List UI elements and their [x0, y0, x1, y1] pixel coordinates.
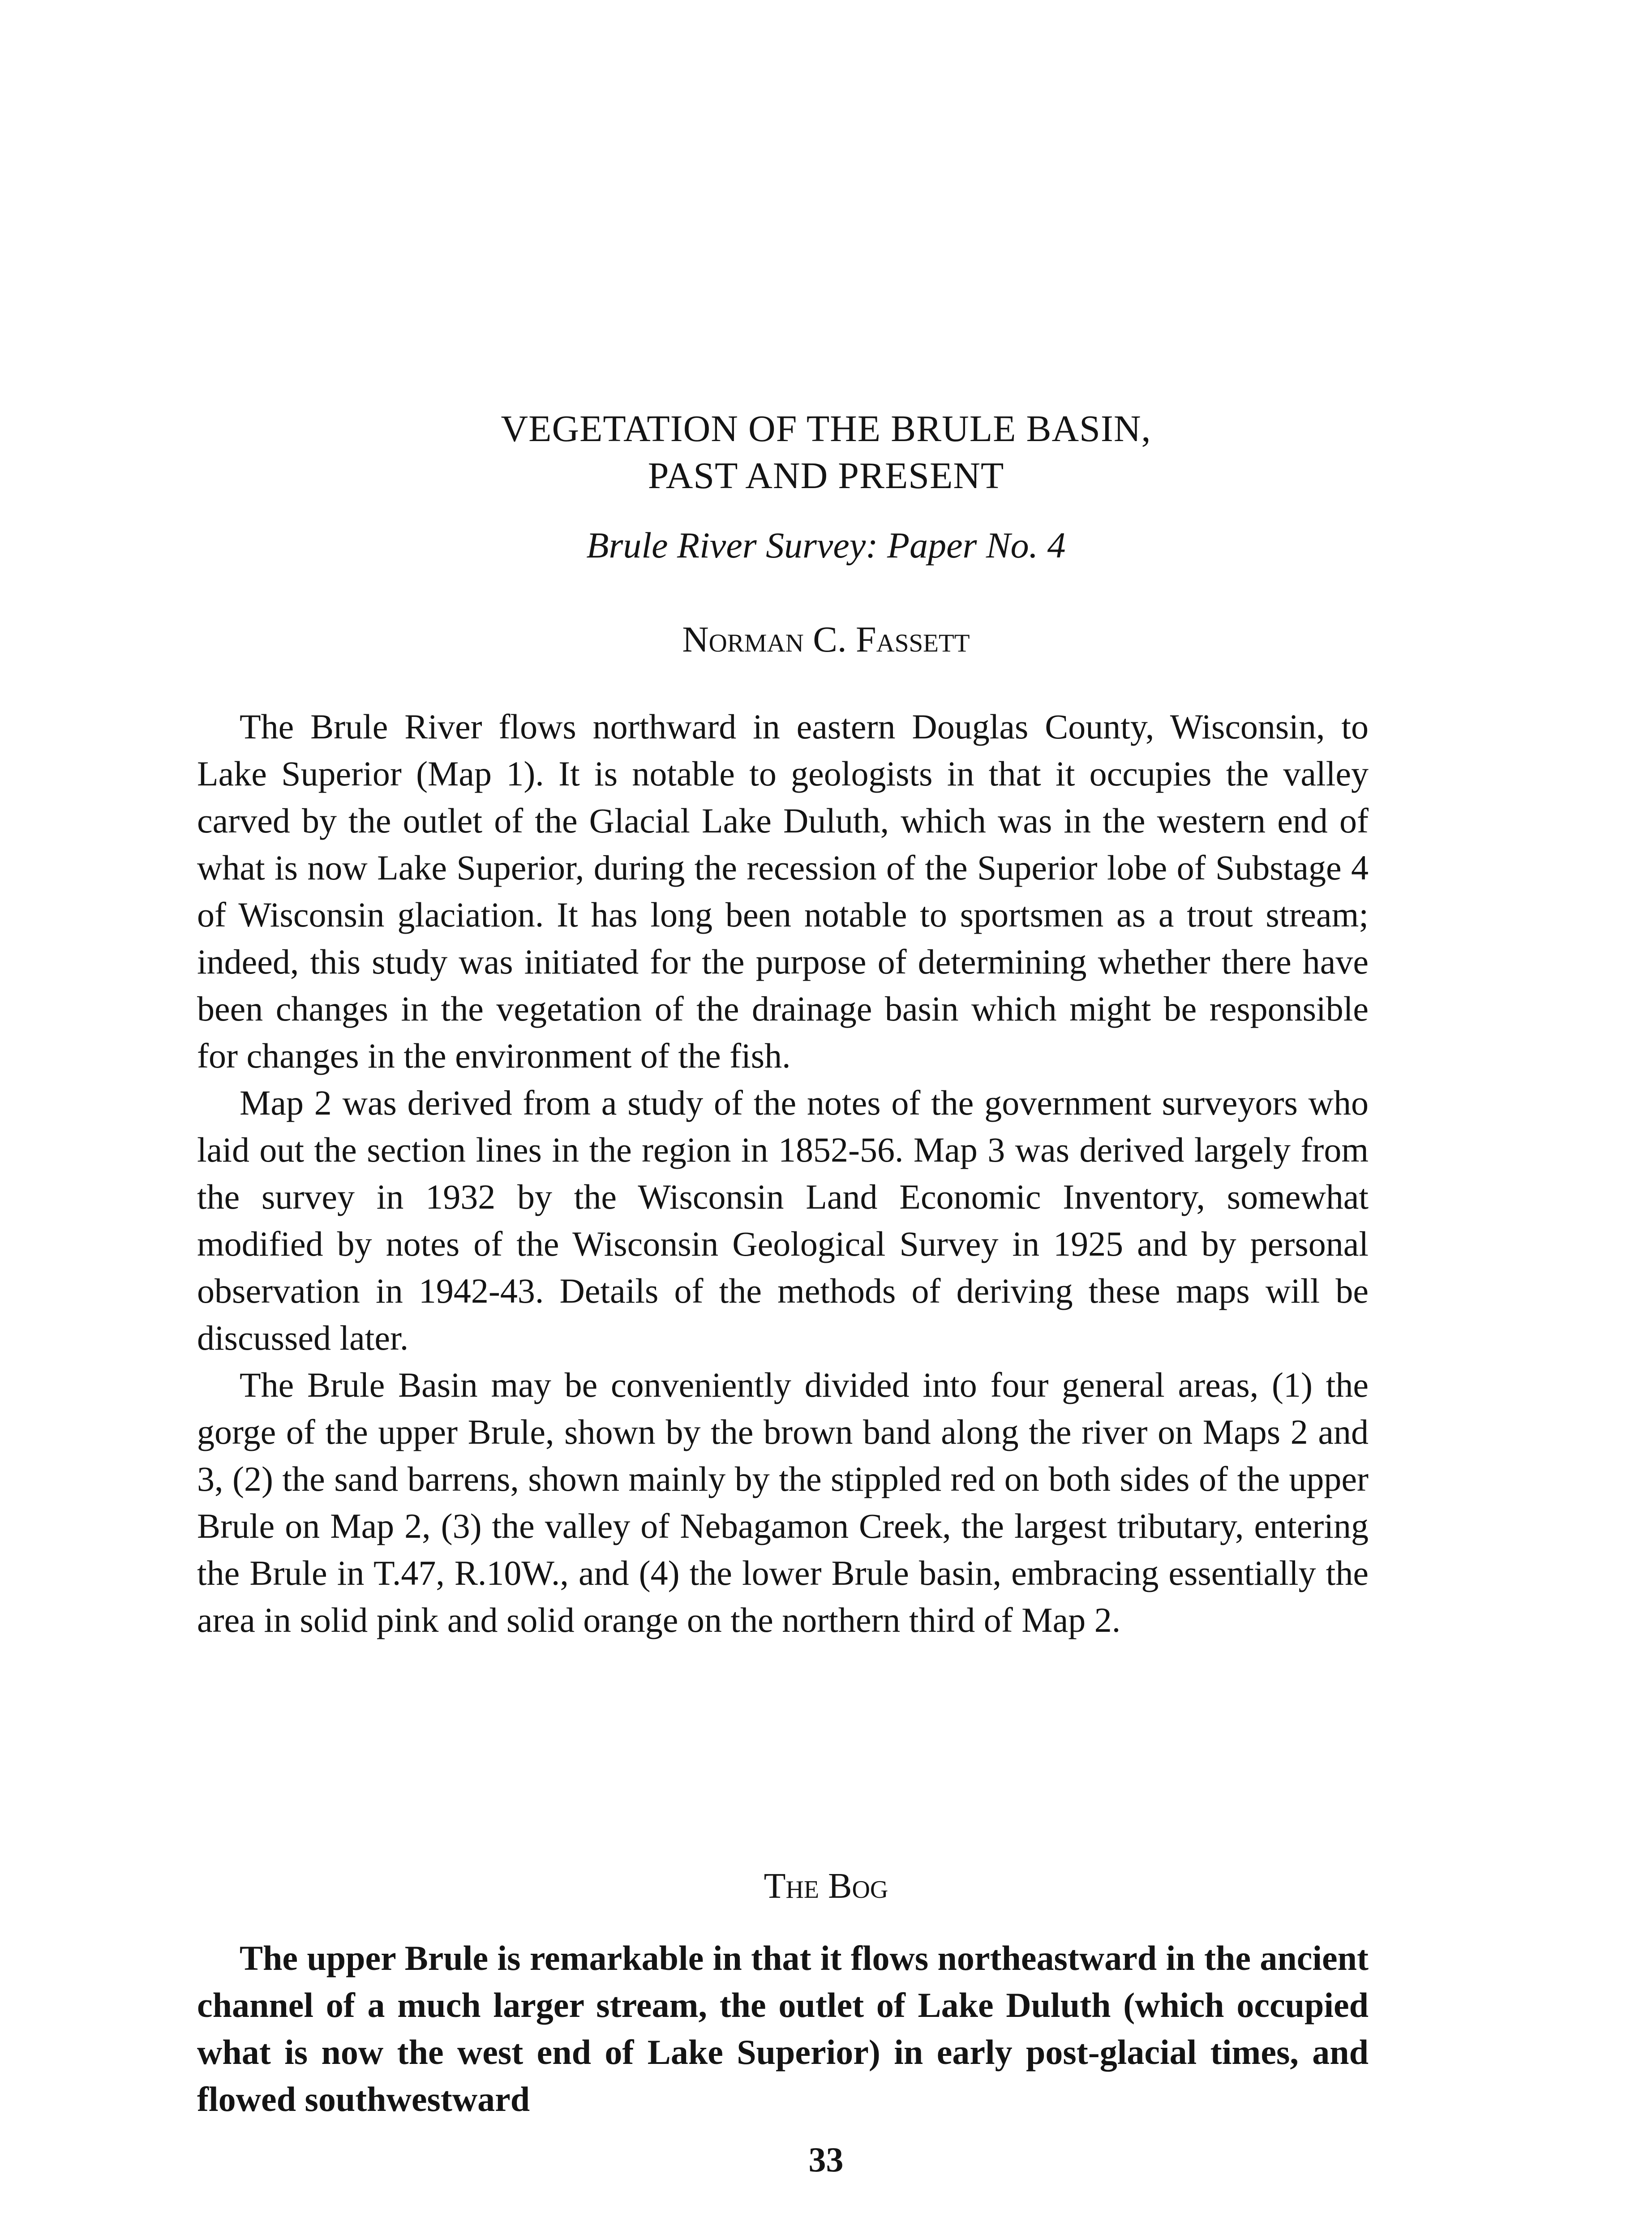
section-heading: The Bog [764, 1866, 888, 1906]
body-text [197, 703, 1369, 1643]
section-paragraph: The upper Brule is remarkable in that it flows northeastward in the ancient channel of a much larger stream, the outlet of Lake Duluth (which occupied what is now the west end of Lake Superior) in early post-glacial times, and flowed southwestward [197, 1939, 1369, 2119]
article-subtitle: Brule River Survey: Paper No. 4 [586, 525, 1066, 566]
paragraph-3: The Brule Basin may be conveniently divided into four general areas, (1) the gorge of the upper Brule, shown by the brown band along the river on Maps 2 and 3, (2) the sand barrens, shown mainly by the stippled red on both sides of the upper Brule on Map 2, (3) the valley of Nebagamon Creek, the largest tributary, entering the Brule in T.47, R.10W., and (4) the lower Brule basin, embracing essentially the area in solid pink and solid orange on the northern third of Map 2. [197, 1365, 1369, 1639]
page-number: 33 [808, 2140, 844, 2179]
paragraph-2: Map 2 was derived from a study of the notes of the government surveyors who laid out the section lines in the region in 1852-56. Map 3 was derived largely from the survey in 1932 by the Wisconsin Land Economic Inventory, somewhat modified by notes of the Wisconsin Geological Survey in 1925 and by personal observation in 1942-43. Details of the methods of deriving these maps will be discussed later. [197, 1083, 1369, 1357]
paragraph-1: The Brule River flows northward in eastern Douglas County, Wisconsin, to Lake Superior (Map 1). It is notable to geologists in that it occupies the valley carved by the outlet of the Glacial Lake Duluth, which was in the western end of what is now Lake Superior, during the recession of the Superior lobe of Substage 4 of Wisconsin glaciation. It has long been notable to sportsmen as a trout stream; indeed, this study was initiated for the purpose of determining whether there have been changes in the vegetation of the drainage basin which might be responsible for changes in the environment of the fish. [197, 707, 1369, 1075]
article-author: Norman C. Fassett [682, 619, 970, 660]
section-body-text [197, 1934, 1369, 2123]
article-title-line-2: PAST AND PRESENT [648, 455, 1004, 497]
article-title-line-1: VEGETATION OF THE BRULE BASIN, [501, 408, 1151, 450]
